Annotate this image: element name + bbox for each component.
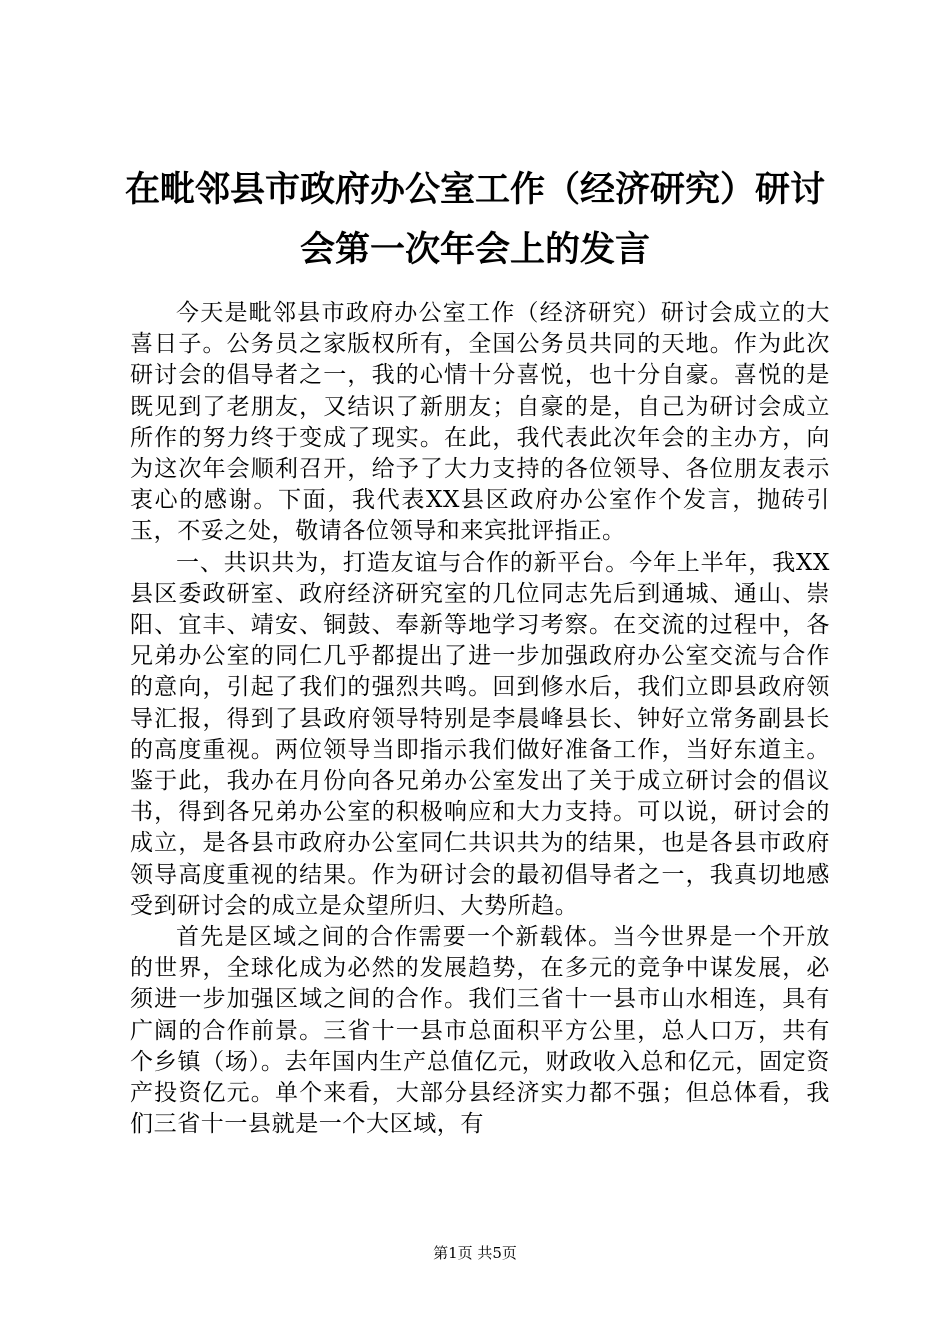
paragraph-regional-cooperation: 首先是区域之间的合作需要一个新载体。当今世界是一个开放的世界，全球化成为必然的发展趋势，在多元的竞争中谋发展，必须进一步加强区域之间的合作。我们三省十一县市山水相连，具有广阔的合作前景。三省十一县市总面积平方公里，总人口万，共有个乡镇（场）。去年国内生产总值亿元，财政收入总和亿元，固定资产投资亿元。单个来看，大部分县经济实力都不强；但总体看，我们三省十一县就是一个大区域，有 bbox=[130, 924, 830, 1138]
paragraph-intro: 今天是毗邻县市政府办公室工作（经济研究）研讨会成立的大喜日子。公务员之家版权所有，全国公务员共同的天地。作为此次研讨会的倡导者之一，我的心情十分喜悦，也十分自豪。喜悦的是既见到了老朋友，又结识了新朋友；自豪的是，自己为研讨会成立所作的努力终于变成了现实。在此，我代表此次年会的主办方，向为这次年会顺利召开，给予了大力支持的各位领导、各位朋友表示衷心的感谢。下面，我代表XX县区政府办公室作个发言，抛砖引玉，不妥之处，敬请各位领导和来宾批评指正。 bbox=[130, 300, 830, 545]
page-number-footer: 第1页 共5页 bbox=[433, 1244, 517, 1262]
paragraph-section-one: 一、共识共为，打造友谊与合作的新平台。今年上半年，我XX县区委政研室、政府经济研究室的几位同志先后到通城、通山、崇阳、宜丰、靖安、铜鼓、奉新等地学习考察。在交流的过程中，各兄弟办公室的同仁几乎都提出了进一步加强政府办公室交流与合作的意向，引起了我们的强烈共鸣。回到修水后，我们立即县政府领导汇报，得到了县政府领导特别是李晨峰县长、钟好立常务副县长的高度重视。两位领导当即指示我们做好准备工作，当好东道主。鉴于此，我办在月份向各兄弟办公室发出了关于成立研讨会的倡议书，得到各兄弟办公室的积极响应和大力支持。可以说，研讨会的成立，是各县市政府办公室同仁共识共为的结果，也是各县市政府领导高度重视的结果。作为研讨会的最初倡导者之一，我真切地感受到研讨会的成立是众望所归、大势所趋。 bbox=[130, 549, 830, 919]
document-title: 在毗邻县市政府办公室工作（经济研究）研讨会第一次年会上的发言 bbox=[124, 169, 825, 270]
document-body bbox=[130, 298, 830, 1140]
